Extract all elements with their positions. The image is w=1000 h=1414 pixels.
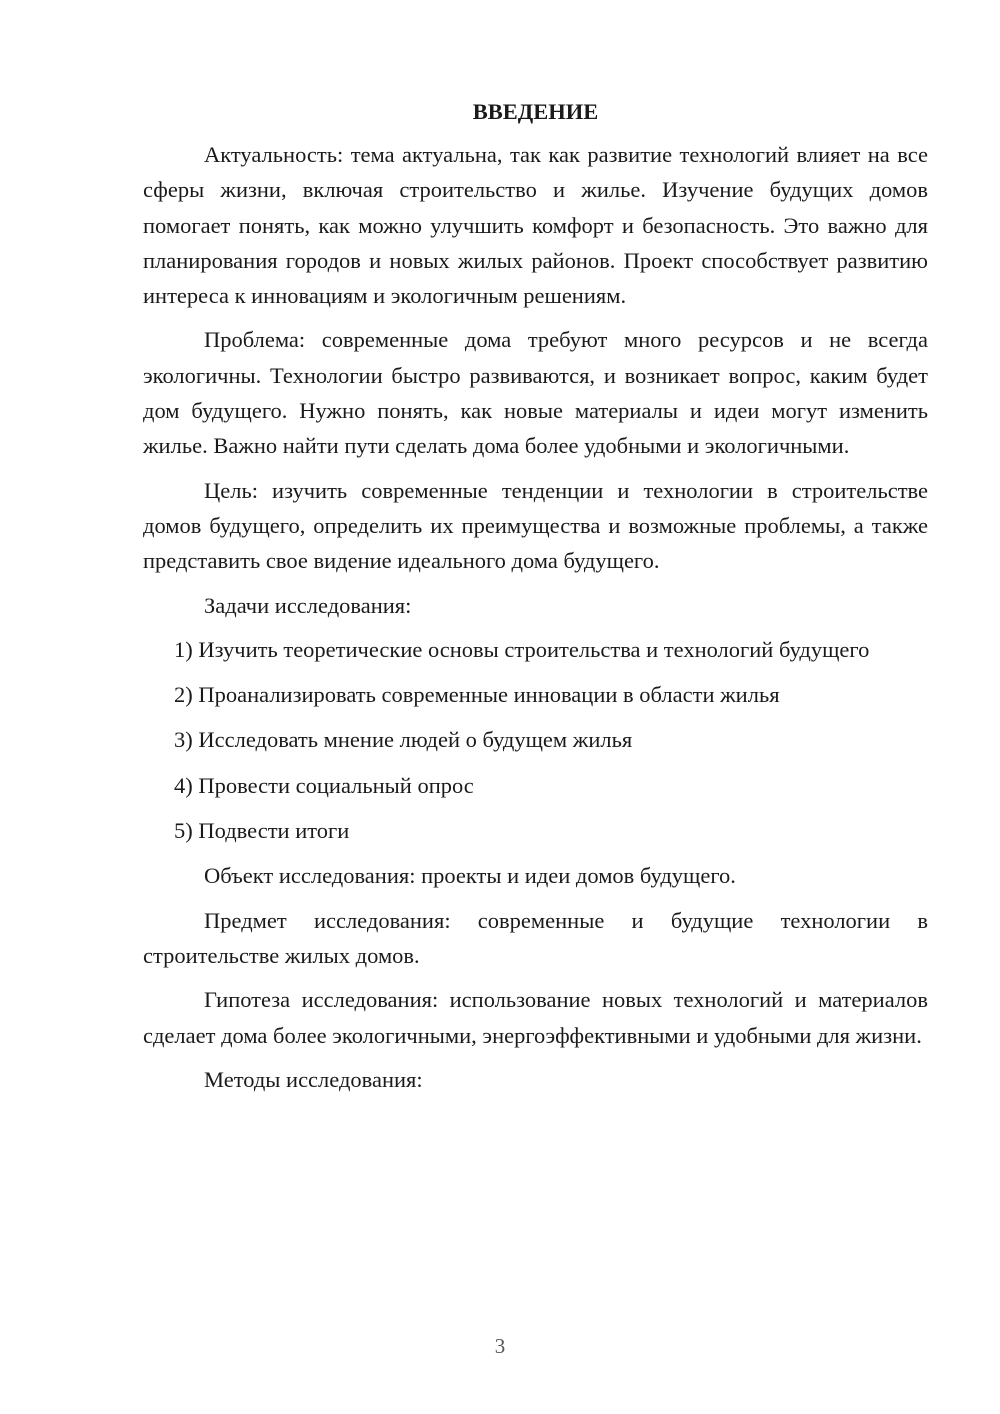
task-item: 4) Провести социальный опрос (174, 772, 474, 798)
task-item: 2) Проанализировать современные инновации в области жилья (174, 682, 780, 708)
task-list (143, 632, 928, 848)
task-item: 5) Подвести итоги (174, 818, 350, 844)
task-item: 1) Изучить теоретические основы строительства и технологий будущего (174, 636, 870, 662)
section-title: ВВЕДЕНИЕ (472, 99, 599, 124)
paragraph-tasks-heading: Задачи исследования: (204, 592, 412, 618)
paragraph-problem: Проблема: современные дома требуют много ресурсов и не всегда экологичны. Технологии быстро развиваются, и возникает вопрос, каким будет дом будущего. Нужно понять, как новые материалы и идеи могут изменить жилье. Важно найти пути сделать дома более удобными и экологичными. (143, 327, 928, 459)
page-number: 3 (494, 1334, 506, 1358)
paragraph-object: Объект исследования: проекты и идеи домов будущего. (204, 863, 736, 889)
paragraph-hypothesis: Гипотеза исследования: использование новых технологий и материалов сделает дома более экологичными, энергоэффективными и удобными для жизни. (143, 987, 928, 1048)
paragraph-goal: Цель: изучить современные тенденции и технологии в строительстве домов будущего, определить их преимущества и возможные проблемы, а также представить свое видение идеального дома будущего. (143, 477, 928, 574)
task-item: 3) Исследовать мнение людей о будущем жилья (174, 727, 633, 753)
paragraph-subject: Предмет исследования: современные и будущие технологии в строительстве жилых домов. (143, 907, 928, 968)
page-body (143, 96, 928, 1106)
paragraph-relevance: Актуальность: тема актуальна, так как развитие технологий влияет на все сферы жизни, включая строительство и жилье. Изучение будущих домов помогает понять, как можно улучшить комфорт и безопасность. Это важно для планирования городов и новых жилых районов. Проект способствует развитию интереса к инновациям и экологичным решениям. (143, 142, 928, 309)
paragraph-methods: Методы исследования: (204, 1066, 423, 1092)
